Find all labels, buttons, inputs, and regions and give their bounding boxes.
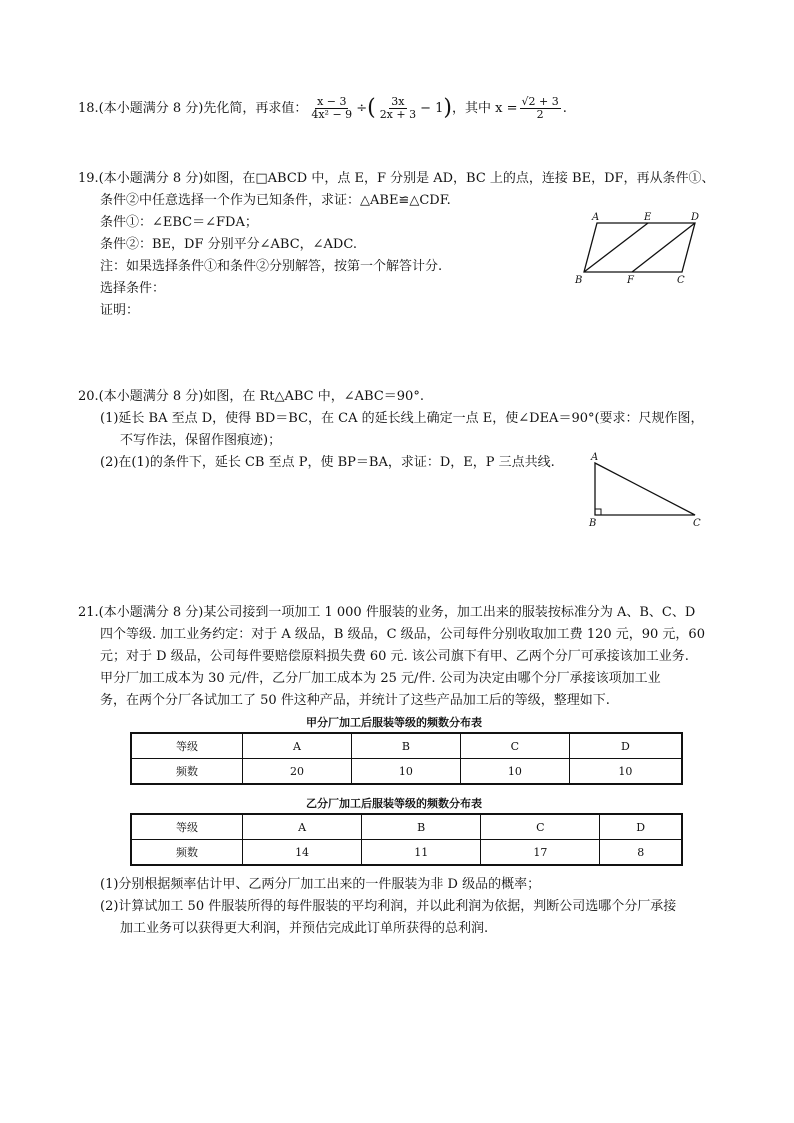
- table-1-jia-frequency: [130, 732, 683, 785]
- q21-line-1: 21.(本小题满分 8 分)某公司接到一项加工 1 000 件服装的业务，加工出来的服装按标准分为 A、B、C、D: [78, 605, 696, 620]
- table-row: [131, 733, 682, 759]
- table-cell: 频数: [131, 840, 243, 866]
- label-d: D: [691, 212, 700, 223]
- q18-line: 18.(本小题满分 8 分)先化简，再求值： $\frac{x - 3}{\text{4x² − 9}}$ ÷( $\frac{3x}{2x + 3}$ − 1)，其中 x = $\frac{√2 + 3}{2}$ .: [78, 95, 567, 121]
- q19-parallelogram-figure: [570, 210, 710, 290]
- table-cell: B: [362, 814, 481, 840]
- table-1-caption: 甲分厂加工后服装等级的频数分布表: [306, 716, 482, 729]
- label-a: A: [591, 452, 599, 463]
- q19-line-2: 条件②中任意选择一个作为已知条件，求证：△ABE≌△CDF.: [100, 193, 451, 208]
- q21-line-5: 务，在两个分厂各试加工了 50 件这种产品，并统计了这些产品加工后的等级，整理如下.: [100, 693, 610, 708]
- q18-minus-one: − 1: [420, 101, 444, 116]
- q18-fraction-2: $\frac{3x}{2x + 3}$: [379, 95, 417, 121]
- segment-df: [632, 223, 695, 272]
- label-a: A: [592, 212, 600, 223]
- label-b: B: [575, 275, 583, 286]
- parallelogram-abcd: [584, 223, 695, 272]
- q19-condition-1: 条件①：∠EBC＝∠FDA；: [100, 215, 258, 230]
- q19-choose-condition: 选择条件：: [100, 281, 166, 296]
- q18-x-value: $\frac{√2 + 3}{2}$: [521, 95, 559, 121]
- q18-where: ，其中 x =: [452, 101, 518, 116]
- q21-line-2: 四个等级. 加工业务约定：对于 A 级品，B 级品，C 级品，公司每件分别收取加工费 120 元，90 元，60: [100, 627, 705, 642]
- table-cell: 等级: [131, 814, 243, 840]
- triangle-abc: [595, 463, 695, 515]
- q18-div-sign: ÷: [356, 101, 368, 116]
- table-cell: 17: [481, 840, 600, 866]
- table-cell: 11: [362, 840, 481, 866]
- table-row: [131, 840, 682, 866]
- segment-be: [584, 223, 648, 272]
- table-cell: 20: [243, 759, 352, 785]
- label-c: C: [677, 275, 685, 286]
- table-cell: 10: [351, 759, 460, 785]
- table-cell: 10: [460, 759, 569, 785]
- q19-condition-2: 条件②：BE，DF 分别平分∠ABC，∠ADC.: [100, 237, 357, 252]
- table-cell: A: [243, 814, 362, 840]
- q20-right-triangle-figure: [585, 450, 705, 530]
- q19-line-1: 19.(本小题满分 8 分)如图，在□ABCD 中，点 E，F 分别是 AD，BC 上的点，连接 BE，DF，再从条件①、: [78, 171, 715, 186]
- label-b: B: [589, 518, 597, 529]
- table-cell: D: [569, 733, 682, 759]
- table-2-yi-frequency: [130, 813, 683, 866]
- table-cell: C: [481, 814, 600, 840]
- table-cell: D: [600, 814, 682, 840]
- right-angle-mark: [595, 509, 601, 515]
- q21-part-2a: (2)计算试加工 50 件服装所得的每件服装的平均利润，并以此利润为依据，判断公司选哪个分厂承接: [100, 899, 677, 914]
- table-cell: 10: [569, 759, 682, 785]
- label-c: C: [693, 518, 701, 529]
- q21-line-4: 甲分厂加工成本为 30 元/件，乙分厂加工成本为 25 元/件. 公司为决定由哪个分厂承接该项加工业: [100, 671, 661, 686]
- q19-note: 注：如果选择条件①和条件②分别解答，按第一个解答计分.: [100, 259, 443, 274]
- q20-part-1a: (1)延长 BA 至点 D，使得 BD＝BC，在 CA 的延长线上确定一点 E，使∠DEA＝90°(要求：尺规作图，: [100, 411, 704, 426]
- table-cell: 8: [600, 840, 682, 866]
- q19-proof-label: 证明：: [100, 303, 140, 318]
- table-row: [131, 814, 682, 840]
- q18-prefix: 18.(本小题满分 8 分)先化简，再求值：: [78, 101, 308, 116]
- q20-part-1b: 不写作法，保留作图痕迹)；: [120, 433, 282, 448]
- table-row: [131, 759, 682, 785]
- table-cell: B: [351, 733, 460, 759]
- q21-line-3: 元；对于 D 级品，公司每件要赔偿原料损失费 60 元. 该公司旗下有甲、乙两个分厂可承接该加工业务.: [100, 649, 689, 664]
- table-cell: 等级: [131, 733, 243, 759]
- q18-fraction-1: $\frac{x - 3}{\text{4x² − 9}}$: [311, 95, 353, 121]
- table-cell: 频数: [131, 759, 243, 785]
- q20-line-1: 20.(本小题满分 8 分)如图，在 Rt△ABC 中，∠ABC＝90°.: [78, 389, 424, 404]
- table-cell: 14: [243, 840, 362, 866]
- table-cell: A: [243, 733, 352, 759]
- q21-part-2b: 加工业务可以获得更大利润，并预估完成此订单所获得的总利润.: [120, 921, 489, 936]
- label-e: E: [644, 212, 652, 223]
- table-cell: C: [460, 733, 569, 759]
- q21-part-1: (1)分别根据频率估计甲、乙两分厂加工出来的一件服装为非 D 级品的概率；: [100, 877, 541, 892]
- q20-part-2: (2)在(1)的条件下，延长 CB 至点 P，使 BP＝BA，求证：D，E，P 三点共线.: [100, 455, 555, 470]
- table-2-caption: 乙分厂加工后服装等级的频数分布表: [306, 797, 482, 810]
- label-f: F: [627, 275, 634, 286]
